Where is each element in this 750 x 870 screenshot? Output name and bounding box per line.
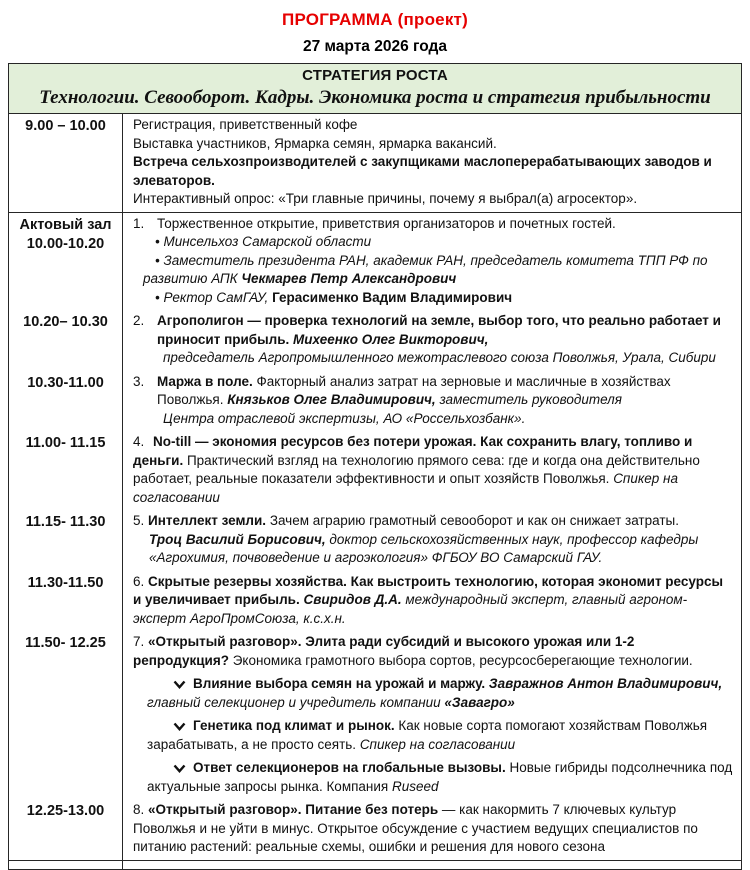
agenda-row-partial xyxy=(9,861,741,869)
agenda-rows xyxy=(9,114,741,869)
time-cell xyxy=(9,571,123,632)
content-cell xyxy=(123,114,741,212)
time-label: 12.25-13.00 xyxy=(26,803,105,819)
agenda-row xyxy=(9,310,741,371)
content-cell xyxy=(123,861,741,869)
text-run: Встреча сельхозпроизводителей с закупщиками маслоперерабатывающих заводов и элеваторов. xyxy=(133,154,712,188)
text-run: • Заместитель президента РАН, академик РАН, председатель комитета ТПП РФ по развитию АПК xyxy=(143,252,708,286)
agenda-row xyxy=(9,510,741,571)
text-run: Герасименко Вадим Владимирович xyxy=(272,289,513,305)
content-cell xyxy=(123,571,741,632)
agenda-paragraph xyxy=(133,373,733,410)
paragraph-text xyxy=(143,253,708,287)
chevron-down-icon xyxy=(173,764,186,773)
text-run: Ruseed xyxy=(391,778,439,794)
text-run: Практический взгляд на технологию прямого сева: где и когда она действительно работает, реальные показатели эффективности и опыт хозяйств Поволжья. xyxy=(133,452,700,486)
item-number: 8. xyxy=(133,802,145,817)
text-run: Чекмарев Петр Александрович xyxy=(241,271,457,286)
text-run: Влияние выбора семян на урожай и маржу. xyxy=(193,676,489,691)
agenda-paragraph xyxy=(133,717,733,754)
chevron-down-icon xyxy=(173,680,186,689)
agenda-paragraph xyxy=(133,573,733,629)
text-run: Михеенко Олег Викторович, xyxy=(293,331,489,347)
paragraph-text xyxy=(149,532,698,566)
text-run: • Минсельхоз Самарской области xyxy=(155,234,372,249)
paragraph-text xyxy=(147,718,707,752)
agenda-paragraph xyxy=(133,233,733,252)
agenda-paragraph xyxy=(133,512,733,531)
text-run: Троц Василий Борисович, xyxy=(149,531,330,547)
page-title: ПРОГРАММА (проект) xyxy=(282,10,468,29)
text-run: Выставка участников, Ярмарка семян, ярмарка вакансий. xyxy=(133,135,497,151)
content-cell xyxy=(123,371,741,432)
text-run: Регистрация, приветственный кофе xyxy=(133,117,358,132)
text-run: Генетика под климат и рынок. xyxy=(193,718,399,733)
item-number: 5. xyxy=(133,513,145,528)
text-run: Зачем аграрию грамотный севооборот и как он снижает затраты. xyxy=(269,513,679,528)
agenda-paragraph xyxy=(133,215,733,234)
agenda-paragraph xyxy=(133,675,733,712)
text-run: Факторный анализ затрат на зерновые и масличные в хозяйствах Поволжья. xyxy=(157,373,671,407)
time-cell xyxy=(9,861,123,869)
paragraph-text xyxy=(163,411,525,426)
text-run: доктор сельскохозяйственных наук, профессор кафедры «Агрохимия, почвоведение и агроэкология» ФГБОУ ВО Самарский ГАУ. xyxy=(149,531,699,565)
paragraph-text xyxy=(133,191,637,206)
text-run: Экономика грамотного выбора сортов, ресурсосберегающие технологии. xyxy=(232,652,693,668)
text-run: Завражнов Антон Владимирович, xyxy=(488,676,723,691)
agenda-row xyxy=(9,431,741,510)
content-cell xyxy=(123,631,741,799)
text-run: Агрополигон — проверка технологий на земле, выбор того, что реально работает и приносит прибыль. xyxy=(157,313,721,347)
item-number: 2. xyxy=(133,313,145,328)
text-run: No-till — экономия ресурсов без потери урожая. Как сохранить влагу, топливо и деньги. xyxy=(133,434,693,468)
content-cell xyxy=(123,310,741,371)
content-cell xyxy=(123,213,741,311)
item-number: 3. xyxy=(133,373,145,389)
chevron-down-icon xyxy=(173,722,186,731)
page-date: 27 марта 2026 года xyxy=(303,38,447,55)
text-run: Новые гибриды подсолнечника под актуальные запросы рынка. Компания xyxy=(147,760,733,794)
agenda-row xyxy=(9,371,741,432)
time-label: 11.30-11.50 xyxy=(27,574,104,591)
paragraph-text xyxy=(133,434,700,505)
agenda-paragraph xyxy=(133,153,733,190)
time-label: 10.00-10.20 xyxy=(26,235,105,252)
text-run: «Завагро» xyxy=(444,694,515,710)
agenda-paragraph xyxy=(133,349,733,368)
paragraph-text xyxy=(157,312,733,349)
content-cell xyxy=(123,431,741,510)
text-run: Как новые сорта помогают хозяйствам Поволжья зарабатывать, а не просто сеять. xyxy=(147,718,708,752)
text-run: Маржа в поле. xyxy=(157,373,257,389)
paragraph-text xyxy=(133,136,497,151)
item-number: 7. xyxy=(133,634,145,649)
agenda-paragraph xyxy=(133,135,733,154)
paragraph-text xyxy=(133,634,693,668)
paragraph-text xyxy=(133,802,698,854)
text-run: • Ректор СамГАУ, xyxy=(155,289,273,305)
text-run: Ответ селекционеров на глобальные вызовы. xyxy=(193,760,510,775)
agenda-row xyxy=(9,213,741,311)
agenda-paragraph xyxy=(133,116,733,135)
item-number: 4. xyxy=(133,434,145,449)
time-label: 9.00 – 10.00 xyxy=(25,118,106,134)
content-cell xyxy=(123,510,741,571)
paragraph-text xyxy=(133,574,723,626)
text-run: международный эксперт, главный агроном-эксперт АгроПромСоюза, к.с.х.н. xyxy=(133,592,688,626)
table-header-block xyxy=(9,64,741,114)
time-label: Актовый зал xyxy=(19,216,112,233)
time-label: 10.20– 10.30 xyxy=(23,314,108,330)
paragraph-text xyxy=(147,760,732,794)
text-run: «Открытый разговор». Элита ради субсидий и высокого урожая или 1-2 репродукция? xyxy=(133,634,635,668)
agenda-paragraph xyxy=(133,433,733,507)
text-run: Скрытые резервы хозяйства. Как выстроить технологию, которая экономит ресурсы и увеличивает прибыль. xyxy=(133,573,724,607)
text-run: главный селекционер и учредитель компании xyxy=(147,694,445,710)
time-cell xyxy=(9,510,123,571)
agenda-paragraph xyxy=(133,252,733,289)
item-number: 1. xyxy=(133,215,145,231)
time-label: 11.15- 11.30 xyxy=(25,514,106,530)
agenda-row xyxy=(9,799,741,861)
agenda-paragraph xyxy=(133,531,733,568)
text-run: Торжественное открытие, приветствия организаторов и почетных гостей. xyxy=(157,215,616,231)
time-label: 11.00- 11.15 xyxy=(25,435,106,451)
time-cell xyxy=(9,631,123,799)
paragraph-text xyxy=(148,513,679,528)
table-header-title: СТРАТЕГИЯ РОСТА xyxy=(302,67,448,84)
text-run: Спикер на согласовании xyxy=(133,471,678,505)
agenda-paragraph xyxy=(133,801,733,857)
paragraph-text xyxy=(163,350,716,365)
agenda-paragraph xyxy=(133,410,733,429)
time-label: 10.30-11.00 xyxy=(27,374,104,391)
agenda-paragraph xyxy=(133,312,733,349)
time-cell xyxy=(9,371,123,432)
paragraph-text xyxy=(133,154,712,188)
agenda-paragraph xyxy=(133,759,733,796)
text-run: — как накормить 7 ключевых культур Поволжья и не уйти в минус. Открытое обсуждение с участием ведущих специалистов по питанию растений: реальные схемы, ошибки и решения для нового сезона xyxy=(133,802,698,854)
text-run: Князьков Олег Владимирович, xyxy=(227,392,440,407)
table-header-subtitle: Технологии. Севооборот. Кадры. Экономика роста и стратегия прибыльности xyxy=(39,87,711,108)
text-run: заместитель руководителя xyxy=(439,392,623,407)
text-run: председатель Агропромышленного межотраслевого союза Поволжья, Урала, Сибири xyxy=(163,350,716,365)
content-cell xyxy=(123,799,741,860)
agenda-paragraph xyxy=(133,289,733,308)
paragraph-text xyxy=(133,117,357,132)
text-run: Интерактивный опрос: «Три главные причины, почему я выбрал(а) агросектор». xyxy=(133,191,638,206)
time-cell xyxy=(9,431,123,510)
agenda-row xyxy=(9,631,741,799)
paragraph-text xyxy=(147,676,722,710)
text-run: Центра отраслевой экспертизы, АО «Россельхозбанк». xyxy=(163,410,526,426)
time-cell xyxy=(9,799,123,860)
agenda-row xyxy=(9,571,741,632)
paragraph-text xyxy=(157,215,733,234)
text-run: «Открытый разговор». Питание без потерь xyxy=(148,802,442,817)
time-label: 11.50- 12.25 xyxy=(25,635,106,651)
paragraph-text xyxy=(155,234,371,249)
paragraph-text xyxy=(155,290,512,305)
item-number: 6. xyxy=(133,573,145,589)
time-cell xyxy=(9,114,123,212)
agenda-paragraph xyxy=(133,633,733,670)
agenda-row xyxy=(9,114,741,213)
paragraph-text xyxy=(157,373,733,410)
agenda-paragraph xyxy=(133,190,733,209)
time-cell xyxy=(9,310,123,371)
program-table xyxy=(8,63,742,870)
text-run: Спикер на согласовании xyxy=(359,736,516,752)
text-run: Интеллект земли. xyxy=(148,513,270,528)
time-cell xyxy=(9,213,123,311)
text-run: Свиридов Д.А. xyxy=(303,592,406,607)
